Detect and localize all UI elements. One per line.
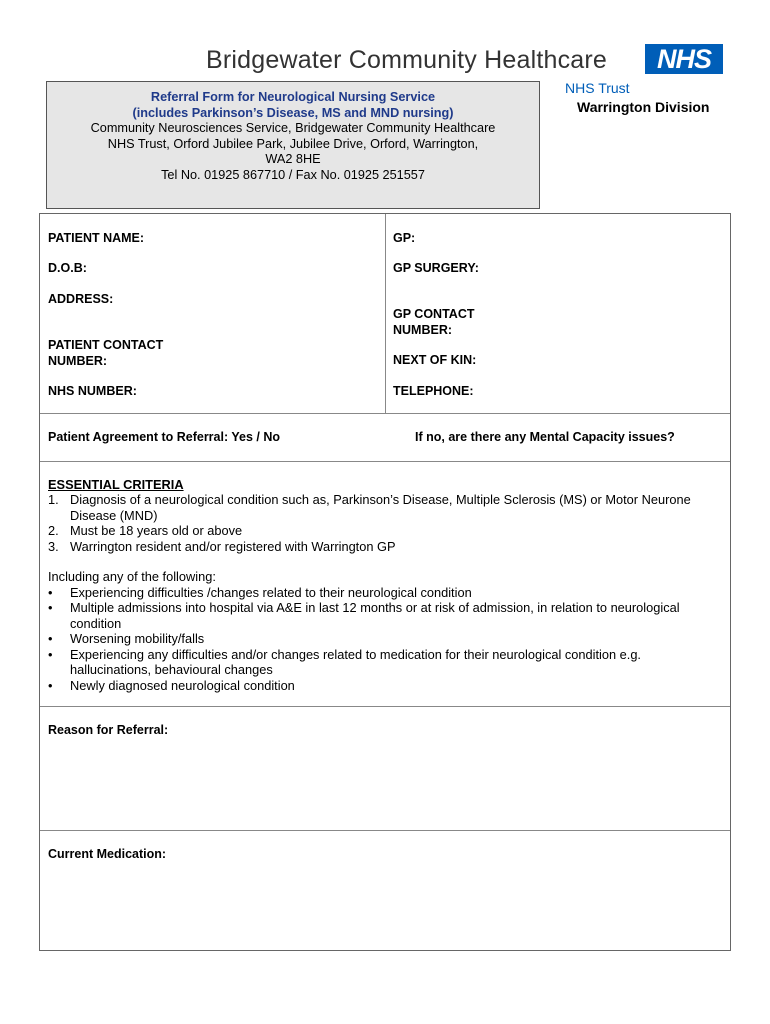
bullet-icon: •: [48, 584, 53, 600]
patient-contact-field[interactable]: [48, 338, 163, 369]
list-item-text: Newly diagnosed neurological condition: [70, 677, 295, 693]
list-item-text: Must be 18 years old or above: [70, 523, 243, 538]
list-item: [48, 492, 718, 523]
patient-agreement-field[interactable]: Patient Agreement to Referral: Yes / No: [48, 430, 281, 444]
list-item-text: Multiple admissions into hospital via A&E in last 12 months or at risk of admission, in relation to neurological condition: [70, 600, 680, 631]
column-divider: [385, 214, 386, 413]
address-field[interactable]: ADDRESS:: [48, 292, 114, 306]
essential-criteria-title: ESSENTIAL CRITERIA: [48, 477, 184, 492]
list-item: [48, 631, 718, 647]
list-item: [48, 539, 718, 555]
nhs-logo: NHS: [645, 44, 723, 74]
list-number: 2.: [48, 523, 59, 538]
bullet-icon: •: [48, 677, 53, 693]
list-number: 3.: [48, 538, 59, 554]
bullet-icon: •: [48, 600, 53, 615]
form-subtitle: (includes Parkinson’s Disease, MS and MND nursing): [132, 105, 454, 120]
list-item-text: Experiencing difficulties /changes related to their neurological condition: [70, 584, 472, 600]
gp-contact-field[interactable]: [393, 307, 474, 338]
list-number: 1.: [48, 492, 59, 507]
essential-criteria-section: [48, 477, 718, 693]
division-name: Warrington Division: [577, 99, 710, 115]
divider: [40, 830, 730, 831]
patient-name-field[interactable]: PATIENT NAME:: [48, 231, 145, 245]
trust-name: NHS Trust: [565, 80, 630, 96]
nhs-number-field[interactable]: NHS NUMBER:: [48, 384, 137, 398]
divider: [40, 461, 730, 462]
gp-contact-label: GP CONTACT: [393, 307, 475, 321]
list-item: [48, 678, 718, 694]
list-item-text: Worsening mobility/falls: [70, 631, 205, 646]
form-title: Referral Form for Neurological Nursing Service: [150, 90, 436, 104]
list-item: [48, 600, 718, 631]
service-address-line: Community Neurosciences Service, Bridgewater Community Healthcare: [90, 121, 496, 135]
patient-contact-label: PATIENT CONTACT: [48, 338, 164, 352]
mental-capacity-question: If no, are there any Mental Capacity issues?: [415, 430, 675, 444]
referral-form: [39, 213, 731, 951]
dob-field[interactable]: D.O.B:: [48, 261, 87, 275]
service-postcode: WA2 8HE: [265, 152, 321, 166]
reason-for-referral-field[interactable]: Reason for Referral:: [48, 723, 169, 737]
list-item-text: Experiencing any difficulties and/or changes related to medication for their neurological condition e.g. hallucinations, behavioural changes: [70, 646, 641, 677]
telephone-field[interactable]: TELEPHONE:: [393, 384, 474, 398]
divider: [40, 413, 730, 414]
gp-surgery-field[interactable]: GP SURGERY:: [393, 261, 479, 275]
divider: [40, 706, 730, 707]
gp-field[interactable]: GP:: [393, 231, 416, 245]
bullet-icon: •: [48, 646, 53, 662]
service-info-box: [46, 81, 540, 209]
list-item: [48, 647, 718, 678]
current-medication-field[interactable]: Current Medication:: [48, 847, 167, 861]
gp-contact-label: NUMBER:: [393, 322, 453, 337]
criteria-bullet-list: [48, 585, 718, 694]
list-item: [48, 585, 718, 601]
service-address-line: NHS Trust, Orford Jubilee Park, Jubilee Drive, Orford, Warrington,: [107, 136, 479, 151]
criteria-numbered-list: [48, 492, 718, 554]
patient-contact-label: NUMBER:: [48, 353, 108, 368]
organisation-name: Bridgewater Community Healthcare: [206, 46, 608, 74]
list-item-text: Diagnosis of a neurological condition such as, Parkinson’s Disease, Multiple Sclerosis (MS) or Motor Neurone Disease (MND): [70, 492, 691, 523]
list-item: [48, 523, 718, 539]
bullet-icon: •: [48, 631, 53, 646]
including-intro: Including any of the following:: [48, 569, 216, 584]
service-contact-numbers: Tel No. 01925 867710 / Fax No. 01925 251557: [161, 167, 425, 182]
list-item-text: Warrington resident and/or registered with Warrington GP: [70, 538, 396, 554]
next-of-kin-field[interactable]: NEXT OF KIN:: [393, 353, 477, 367]
